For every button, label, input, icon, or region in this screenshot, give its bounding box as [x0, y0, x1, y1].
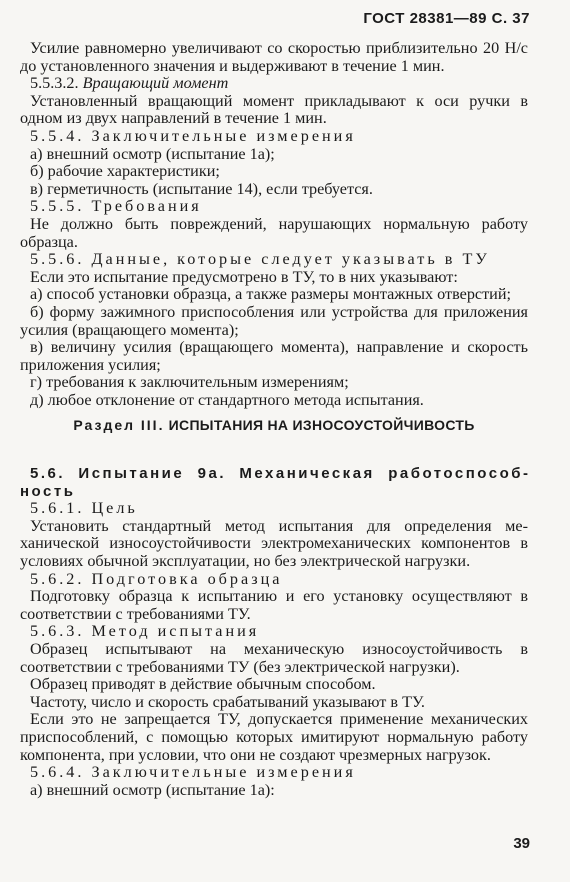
subsection-heading: 5.5.6. Данные, которые следует указывать в ТУ — [30, 250, 490, 269]
section-heading — [20, 417, 528, 435]
list-item: б) рабочие характеристики; — [30, 162, 220, 181]
section-title: ИСПЫТАНИЯ НА ИЗНОСОУСТОЙЧИВОСТЬ — [168, 417, 475, 434]
list-item: в) величину усилия (вращающего момента), направление и скорость приложения усилия; — [20, 338, 528, 374]
subsection-heading: 5.6.3. Метод испытания — [30, 622, 260, 641]
list-item: б) форму зажимного приспособления или устройства для приложения усилия (вращающего момента); — [20, 302, 528, 339]
paragraph: Образец приводят в действие обычным способом. — [30, 675, 376, 694]
test-heading: 5.6. Испытание 9а. Механическая работоспособность — [20, 465, 528, 500]
subsection-heading: 5.5.5. Требования — [30, 197, 202, 216]
section-label: Раздел III. — [73, 417, 165, 434]
subsection-heading: 5.5.4. Заключительные измерения — [30, 126, 356, 145]
list-item: а) внешний осмотр (испытание 1а): — [30, 780, 275, 799]
paragraph: Если это не запрещается ТУ, допускается применение механических приспособлений, с помощью которых имитируют нормальную работу компонента, при условии, что они не создают чрезмерных нагрузок. — [20, 710, 528, 764]
paragraph: Образец испытывают на механическую износоустойчивость в соответствии с требованиями ТУ (без электрической нагрузки). — [20, 640, 528, 676]
subsection-heading: 5.6.2. Подготовка образца — [30, 569, 283, 588]
document-body — [20, 40, 528, 799]
list-item: г) требования к заключительным измерениям; — [30, 373, 349, 392]
subsection-heading: 5.6.4. Заключительные измерения — [30, 763, 356, 782]
subsection-heading: 5.6.1. Цель — [30, 499, 138, 518]
paragraph: Подготовку образца к испытанию и его установку осуществляют в соответствии с требованиями ТУ. — [20, 587, 528, 623]
list-item: в) герметичность (испытание 14), если требуется. — [30, 179, 373, 198]
paragraph: Установленный вращающий момент прикладывают к оси ручки в одном из двух направлений в течение 1 мин. — [20, 91, 528, 128]
list-item: д) любое отклонение от стандартного метода испытания. — [30, 390, 424, 409]
paragraph: Усилие равномерно увеличивают со скоростью приблизительно 20 Н/с до установленного значения и выдерживают в течение 1 мин. — [20, 39, 528, 75]
page-header: ГОСТ 28381—89 С. 37 — [363, 10, 530, 27]
list-item: а) способ установки образца, а также размеры монтажных отверстий; — [30, 285, 512, 304]
subsection-title: Вращающий момент — [82, 74, 229, 93]
paragraph: Не должно быть повреждений, нарушающих нормальную работу образца. — [20, 214, 528, 251]
paragraph: Частоту, число и скорость срабатываний указывают в ТУ. — [30, 692, 425, 711]
subsection-heading — [20, 75, 528, 93]
paragraph: Если это испытание предусмотрено в ТУ, то в них указывают: — [30, 267, 458, 286]
paragraph: Установить стандартный метод испытания для определения механической износоустойчивости электромеханических компонентов в условиях обычной эксплуатации, но без электрической нагрузки. — [20, 516, 528, 571]
list-item: а) внешний осмотр (испытание 1а); — [30, 144, 275, 163]
page-number: 39 — [513, 835, 530, 852]
subsection-number: 5.5.3.2. — [30, 74, 79, 93]
